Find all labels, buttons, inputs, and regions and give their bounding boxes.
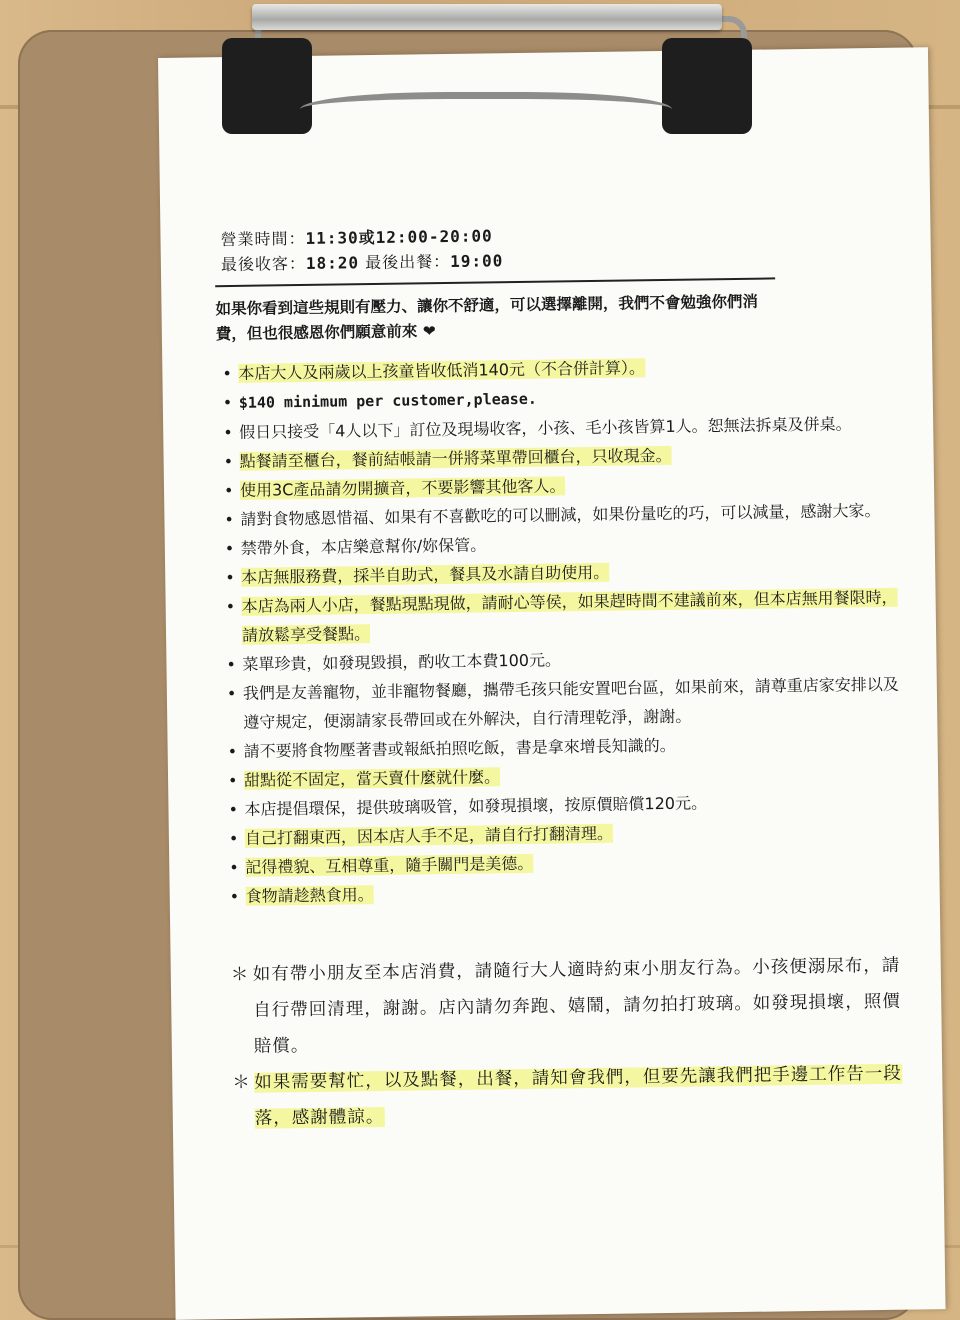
rule-item: • 使用3C產品請勿開擴音，不要影響其他客人。 (224, 467, 904, 505)
heart-icon: ❤ (422, 322, 436, 341)
note-children: ＊ 如有帶小朋友至本店消費，請隨行大人適時約束小朋友行為。小孩便溺尿布，請自行帶回清理，謝謝。店內請勿奔跑、嬉鬧，請勿拍打玻璃。如發現損壞，照價賠償。 (230, 955, 901, 1057)
asterisk-icon: ＊ (232, 1072, 251, 1094)
rules-sheet (158, 47, 946, 1320)
asterisk-icon: ＊ (230, 964, 250, 986)
rule-item: • 假日只接受「4人以下」訂位及現場收客，小孩、毛小孩皆算1人。恕無法拆桌及併桌。 (223, 409, 903, 447)
rule-item: • 本店大人及兩歲以上孩童皆收低消140元（不合併計算）。 (222, 350, 902, 388)
last-entry-label: 最後收客： (220, 253, 307, 275)
rule-item: • 我們是友善寵物，並非寵物餐廳，攜帶毛孩只能安置吧台區，如果前來，請尊重店家安排以及遵守規定，便溺請家長帶回或在外解決，自行清理乾淨，謝謝。 (227, 670, 908, 737)
rule-item: • 食物請趁熱食用。 (230, 873, 910, 911)
rules-list (222, 350, 910, 911)
hours-value: 11:30或12:00-20:00 (305, 226, 493, 248)
rules-content (215, 218, 913, 1137)
rule-item: • 甜點從不固定，當天賣什麼就什麼。 (228, 757, 908, 795)
last-meal-label: 最後出餐： (358, 251, 451, 273)
clipboard (18, 30, 918, 1320)
rule-item: • 請不要將食物壓著書或報紙拍照吃飯，書是拿來增長知識的。 (227, 728, 907, 766)
clip-hinge-left (222, 38, 312, 134)
rule-item: • 自己打翻東西，因本店人手不足，請自行打翻清理。 (229, 815, 909, 853)
notes (231, 948, 913, 1137)
rule-english: • $140 minimum per customer,please. (223, 379, 903, 418)
rule-item: • 本店提倡環保，提供玻璃吸管，如發現損壞，按原價賠償120元。 (228, 786, 908, 824)
intro-text: 如果你看到這些規則有壓力、讓你不舒適，可以選擇離開，我們不會勉強你們消費，但也很感恩你們願意前來 ❤ (215, 292, 759, 344)
rule-item: • 本店為兩人小店，餐點現點現做，請耐心等侯，如果趕時間不建議前來，但本店無用餐限時，請放鬆享受餐點。 (225, 583, 906, 650)
clip-bar (252, 4, 722, 30)
rule-item: • 菜單珍貴，如發現毀損，酌收工本費100元。 (226, 641, 906, 679)
clip-spring (300, 92, 672, 135)
rule-item: • 點餐請至櫃台，餐前結帳請一併將菜單帶回櫃台，只收現金。 (223, 438, 903, 476)
rule-item: • 請對食物感恩惜福、如果有不喜歡吃的可以刪減，如果份量吃的巧，可以減量，感謝大家。 (224, 496, 904, 534)
last-meal-value: 19:00 (450, 251, 504, 271)
last-entry-value: 18:20 (305, 253, 360, 273)
rule-item: • 本店無服務費，採半自助式，餐具及水請自助使用。 (225, 554, 905, 592)
business-hours (220, 218, 901, 277)
rule-item: • 記得禮貌、互相尊重，隨手關門是美德。 (229, 844, 909, 882)
note-help: ＊ 如果需要幫忙，以及點餐，出餐，請知會我們，但要先讓我們把手邊工作告一段落，感謝體諒。 (232, 1063, 902, 1129)
rule-item: • 禁帶外食，本店樂意幫你/妳保管。 (225, 525, 905, 563)
divider (215, 277, 775, 287)
clip-hinge-right (662, 38, 752, 134)
hours-label: 營業時間： (220, 228, 306, 250)
